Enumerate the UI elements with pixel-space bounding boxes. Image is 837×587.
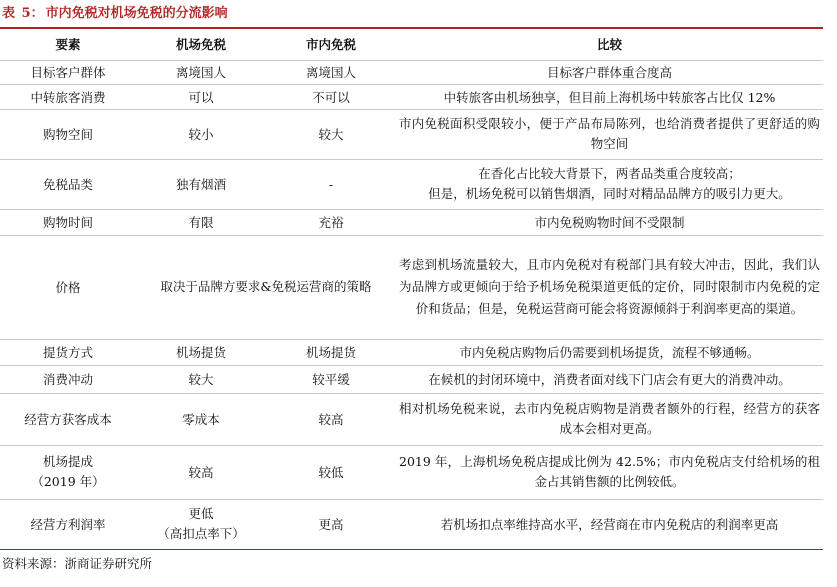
- cell-comparison: 目标客户群体重合度高: [396, 60, 823, 84]
- table-row: [0, 60, 823, 84]
- table-row: [0, 499, 823, 549]
- cell-factor: 提货方式: [0, 339, 136, 365]
- cell-factor: 目标客户群体: [0, 60, 136, 84]
- header-downtown: 市内免税: [266, 28, 396, 60]
- cell-airport: 独有烟酒: [136, 159, 266, 209]
- header-factor: 要素: [0, 28, 136, 60]
- airport-line-2: （高扣点率下）: [157, 526, 245, 541]
- cell-factor: 购物时间: [0, 209, 136, 235]
- cell-factor: [0, 445, 136, 499]
- table-row: [0, 109, 823, 159]
- cell-airport: 有限: [136, 209, 266, 235]
- caption-title: 市内免税对机场免税的分流影响: [45, 6, 228, 21]
- airport-line-1: 更低: [188, 506, 214, 521]
- cell-downtown: 较低: [266, 445, 396, 499]
- cell-downtown: 较平缓: [266, 365, 396, 393]
- cell-downtown: 较大: [266, 109, 396, 159]
- caption-number: 5：: [21, 6, 44, 21]
- cell-factor: 消费冲动: [0, 365, 136, 393]
- cell-airport: 零成本: [136, 393, 266, 445]
- cell-comparison: 考虑到机场流量较大，且市内免税对有税部门具有较大冲击，因此，我们认为品牌方或更倾向于给予机场免税渠道更低的定价，同时限制市内免税的定价和货品；但是，免税运营商可能会将资源倾斜于利润率更高的渠道。: [396, 235, 823, 339]
- cell-comparison: 若机场扣点率维持高水平，经营商在市内免税店的利润率更高: [396, 499, 823, 549]
- table-caption: [2, 3, 228, 25]
- cell-airport: 机场提货: [136, 339, 266, 365]
- factor-line-1: 机场提成: [42, 454, 93, 469]
- cell-factor: 中转旅客消费: [0, 84, 136, 109]
- cell-comparison: 中转旅客由机场独享，但目前上海机场中转旅客占比仅 12%: [396, 84, 823, 109]
- table-row: [0, 365, 823, 393]
- cell-downtown: 离境国人: [266, 60, 396, 84]
- cell-downtown: -: [266, 159, 396, 209]
- table-header-row: [0, 28, 823, 60]
- cell-comparison: [396, 159, 823, 209]
- table-row: [0, 445, 823, 499]
- cell-airport: [136, 499, 266, 549]
- cell-airport: 较小: [136, 109, 266, 159]
- cell-comparison: 市内免税店购物后仍需要到机场提货，流程不够通畅。: [396, 339, 823, 365]
- cell-downtown: 较高: [266, 393, 396, 445]
- cell-factor: 价格: [0, 235, 136, 339]
- comparison-line-1: 在香化占比较大背景下，两者品类重合度较高；: [478, 166, 741, 181]
- caption-label: 表: [2, 6, 16, 21]
- header-airport: 机场免税: [136, 28, 266, 60]
- cell-factor: 经营方利润率: [0, 499, 136, 549]
- comparison-line-2: 但是，机场免税可以销售烟酒，同时对精品品牌方的吸引力更大。: [428, 186, 791, 201]
- table-row: [0, 209, 823, 235]
- cell-factor: 购物空间: [0, 109, 136, 159]
- factor-line-2: （2019 年）: [31, 474, 105, 489]
- comparison-table: [0, 27, 823, 550]
- cell-comparison: 市内免税购物时间不受限制: [396, 209, 823, 235]
- source-note: 资料来源：浙商证券研究所: [2, 556, 153, 571]
- cell-airport: 可以: [136, 84, 266, 109]
- cell-airport: 较高: [136, 445, 266, 499]
- cell-downtown: 机场提货: [266, 339, 396, 365]
- cell-factor: 经营方获客成本: [0, 393, 136, 445]
- table-row: [0, 84, 823, 109]
- cell-comparison: 在候机的封闭环境中，消费者面对线下门店会有更大的消费冲动。: [396, 365, 823, 393]
- table-row: [0, 235, 823, 339]
- header-comparison: 比较: [396, 28, 823, 60]
- table-row: [0, 339, 823, 365]
- cell-downtown: 不可以: [266, 84, 396, 109]
- cell-airport-downtown-merged: 取决于品牌方要求&免税运营商的策略: [136, 235, 396, 339]
- cell-airport: 较大: [136, 365, 266, 393]
- cell-comparison: 市内免税面积受限较小，便于产品布局陈列，也给消费者提供了更舒适的购物空间: [396, 109, 823, 159]
- cell-downtown: 更高: [266, 499, 396, 549]
- cell-comparison: 2019 年，上海机场免税店提成比例为 42.5%；市内免税店支付给机场的租金占其销售额的比例较低。: [396, 445, 823, 499]
- cell-comparison: 相对机场免税来说，去市内免税店购物是消费者额外的行程，经营方的获客成本会相对更高。: [396, 393, 823, 445]
- cell-downtown: 充裕: [266, 209, 396, 235]
- table-row: [0, 159, 823, 209]
- cell-airport: 离境国人: [136, 60, 266, 84]
- cell-factor: 免税品类: [0, 159, 136, 209]
- table-row: [0, 393, 823, 445]
